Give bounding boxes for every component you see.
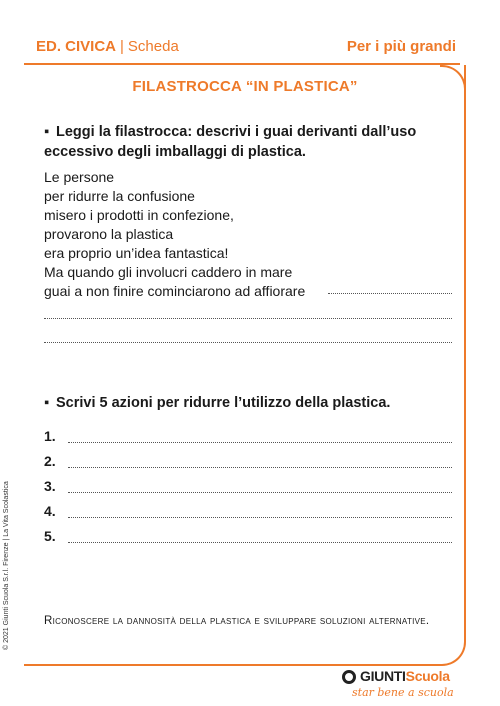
learning-objective: Riconoscere la dannosità della plastica e sviluppare soluzioni alternative. xyxy=(44,615,430,627)
poem xyxy=(44,168,305,301)
answer-line-inline[interactable] xyxy=(328,293,452,294)
publisher-logo xyxy=(342,668,462,702)
answer-line[interactable] xyxy=(44,317,452,319)
logo-brand xyxy=(360,668,450,684)
action-item xyxy=(44,528,452,548)
action-item xyxy=(44,428,452,448)
action-item xyxy=(44,478,452,498)
action-number: 3. xyxy=(44,478,56,494)
poem-line: provarono la plastica xyxy=(44,226,174,242)
action-number: 5. xyxy=(44,528,56,544)
logo-tagline: star bene a scuola xyxy=(352,686,454,699)
action-item xyxy=(44,503,452,523)
poem-line: era proprio un’idea fantastica! xyxy=(44,245,229,261)
poem-line: Ma quando gli involucri caddero in mare xyxy=(44,264,293,280)
logo-brand-accent: Scuola xyxy=(405,668,450,684)
bullet-icon: ▪ xyxy=(44,124,50,140)
poem-line: Le persone xyxy=(44,169,115,185)
poem-line: per ridurre la confusione xyxy=(44,188,195,204)
action-number: 1. xyxy=(44,428,56,444)
action-answer-line[interactable] xyxy=(68,542,452,543)
subject-name: ED. CIVICA xyxy=(36,38,117,55)
instruction-read-text: Leggi la filastrocca: descrivi i guai derivanti dall’uso eccessivo degli imballaggi di plastica. xyxy=(44,124,417,160)
action-answer-line[interactable] xyxy=(68,442,452,443)
action-number: 2. xyxy=(44,453,56,469)
copyright-notice: © 2021 Giunti Scuola S.r.l. Firenze | La Vita Scolastica xyxy=(3,481,10,650)
instruction-write xyxy=(44,393,444,413)
poem-line: misero i prodotti in confezione, xyxy=(44,207,234,223)
worksheet-title: FILASTROCCA “IN PLASTICA” xyxy=(132,78,358,95)
action-answer-line[interactable] xyxy=(68,492,452,493)
action-answer-line[interactable] xyxy=(68,467,452,468)
sheet-kind: Scheda xyxy=(127,38,179,55)
logo-g-icon xyxy=(342,670,356,684)
poem-line: guai a non finire cominciarono ad affiorare xyxy=(44,283,306,299)
logo-brand-main: GIUNTI xyxy=(360,668,406,684)
audience-label: Per i più grandi xyxy=(346,38,456,55)
action-item xyxy=(44,453,452,473)
bullet-icon: ▪ xyxy=(44,395,50,411)
action-answer-line[interactable] xyxy=(68,517,452,518)
instruction-write-text: Scrivi 5 azioni per ridurre l’utilizzo della plastica. xyxy=(56,395,391,411)
action-number: 4. xyxy=(44,503,56,519)
instruction-read xyxy=(44,122,444,162)
subject-label xyxy=(36,38,179,55)
header-separator: | xyxy=(120,38,124,55)
answer-line[interactable] xyxy=(44,341,452,343)
page-header xyxy=(36,38,456,62)
